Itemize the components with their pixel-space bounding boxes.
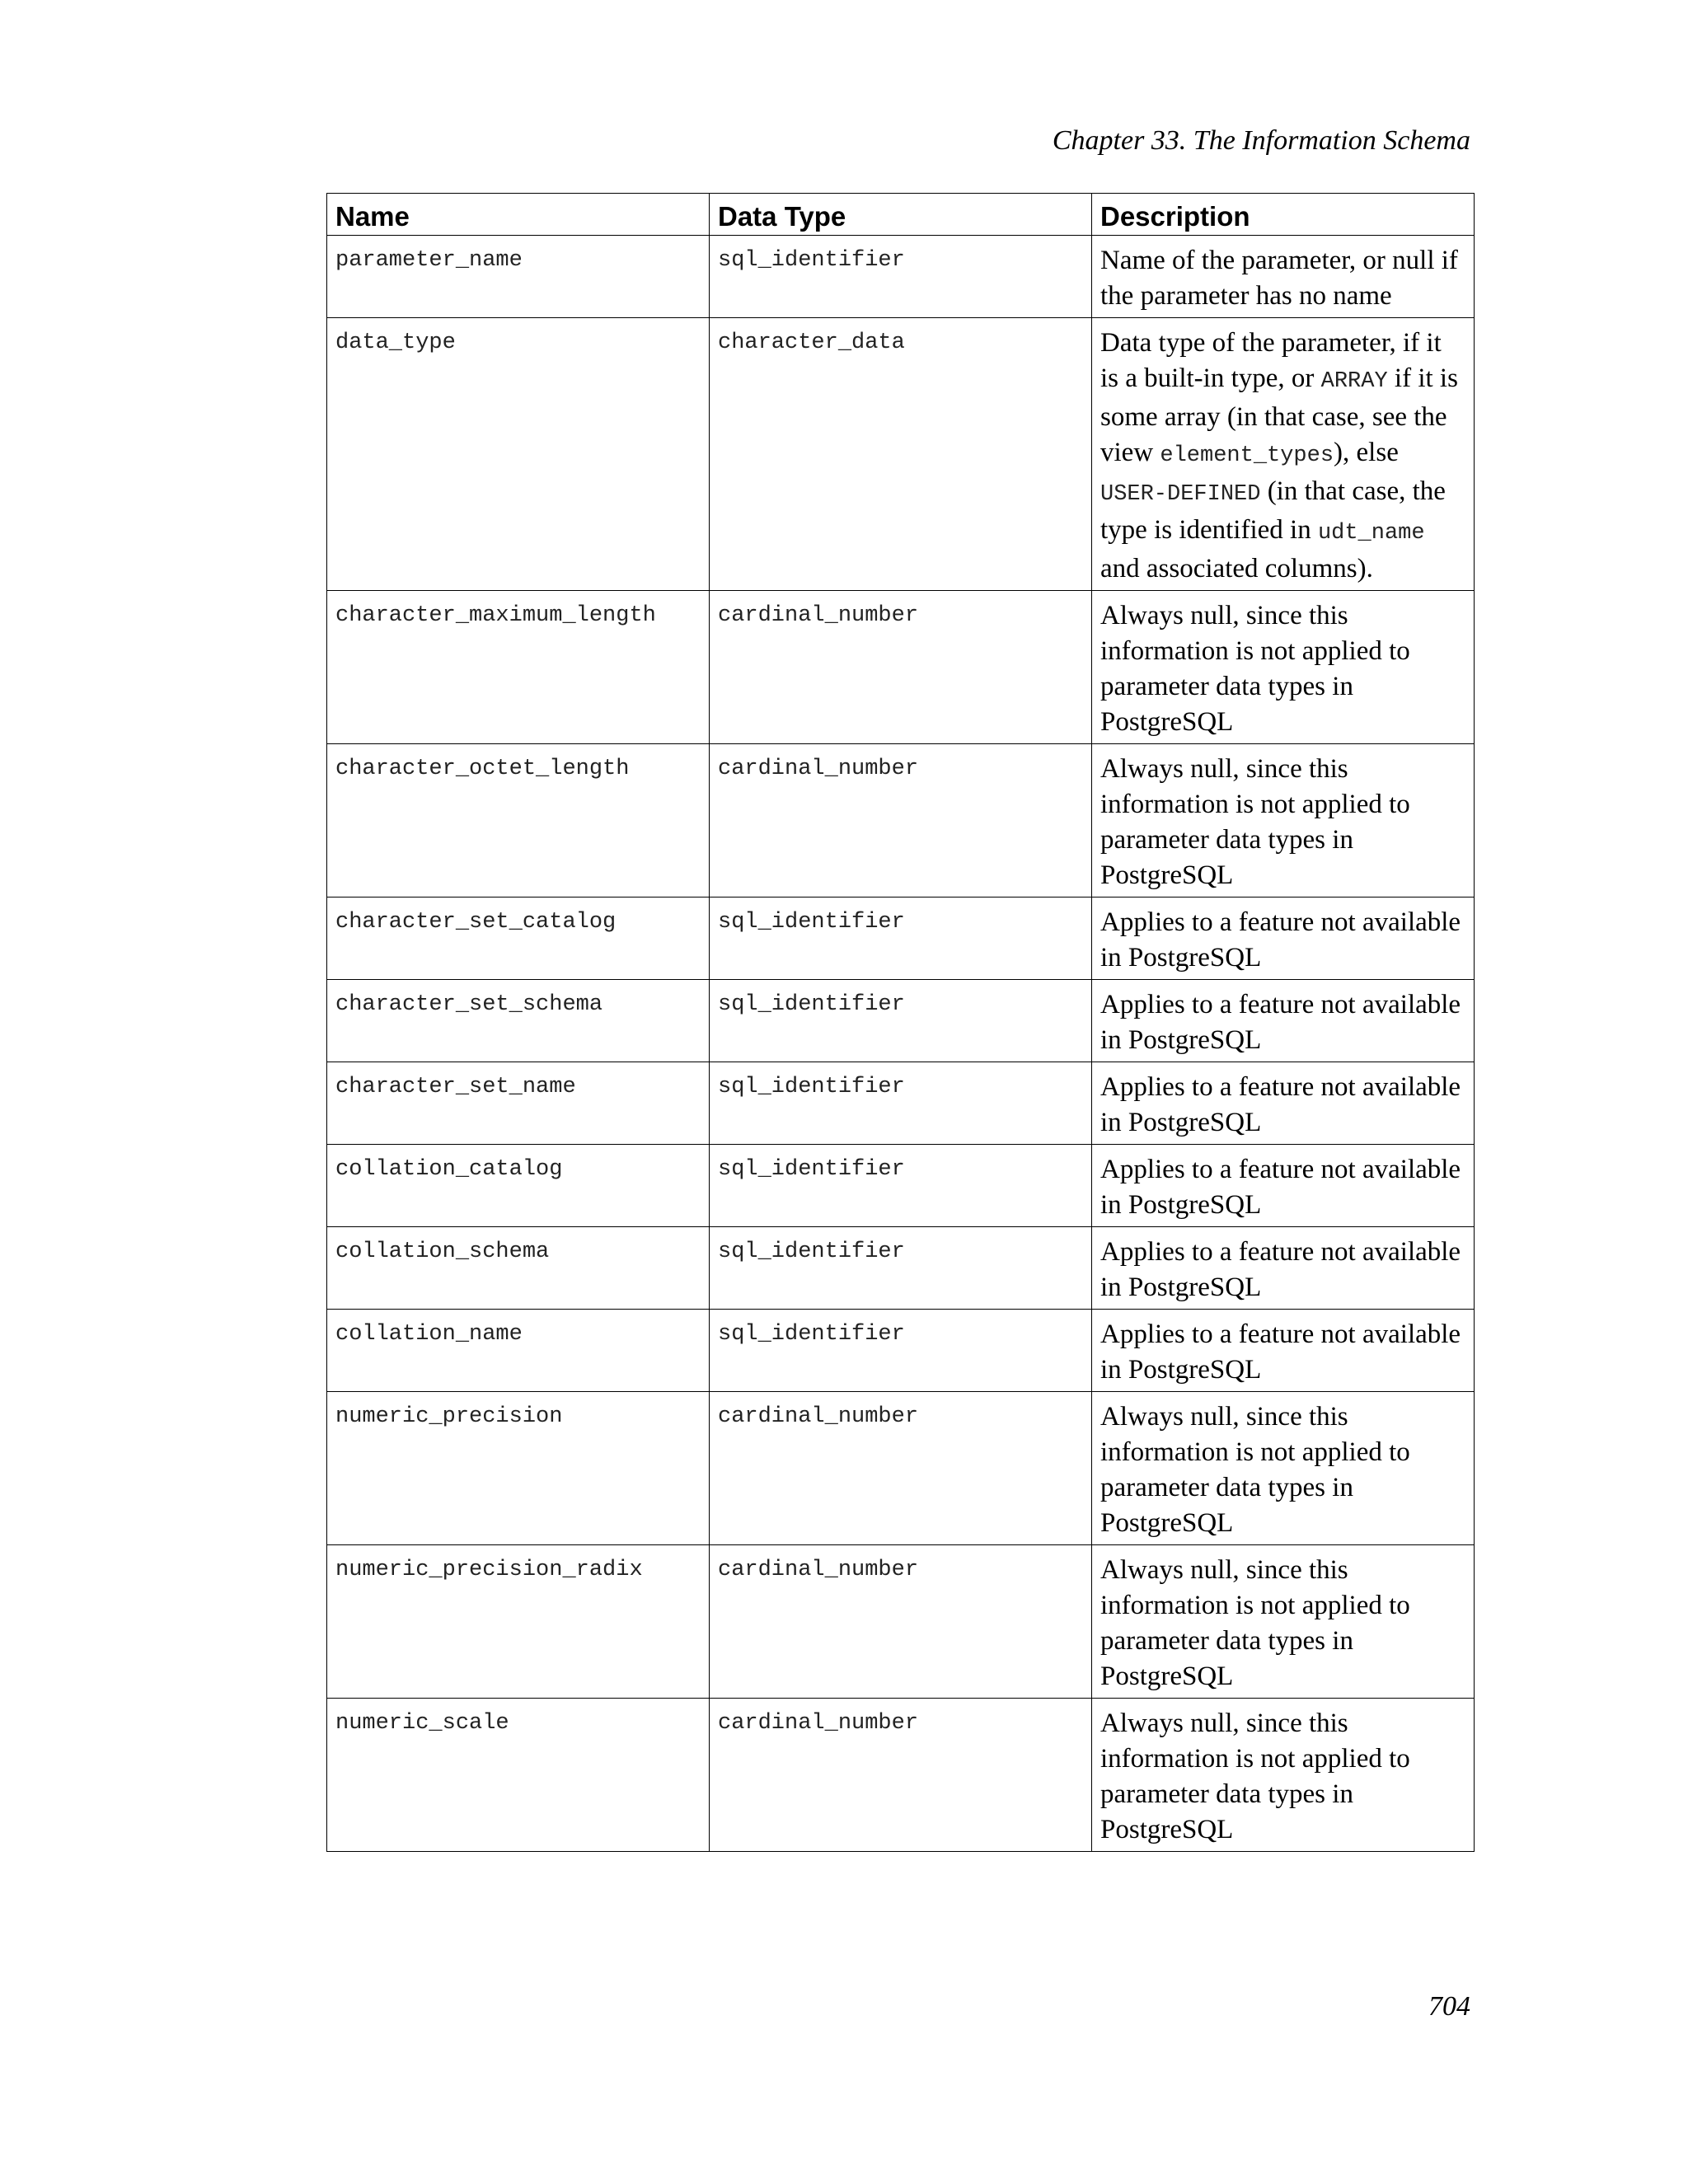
- cell-data-type: cardinal_number: [710, 1545, 1092, 1699]
- cell-name: collation_catalog: [327, 1145, 710, 1227]
- running-header: Chapter 33. The Information Schema: [1052, 125, 1470, 156]
- cell-description: [1092, 1310, 1475, 1392]
- description-text: and associated columns).: [1100, 554, 1373, 583]
- table-row: [327, 744, 1475, 898]
- cell-name: data_type: [327, 318, 710, 591]
- description-text: ), else: [1334, 438, 1399, 467]
- cell-name: collation_schema: [327, 1227, 710, 1310]
- column-header-name: Name: [327, 194, 710, 236]
- table-row: [327, 1062, 1475, 1145]
- page-number: 704: [1428, 1991, 1470, 2022]
- inline-code: element_types: [1160, 443, 1334, 468]
- cell-name: numeric_scale: [327, 1699, 710, 1852]
- cell-data-type: cardinal_number: [710, 744, 1092, 898]
- cell-data-type: sql_identifier: [710, 1227, 1092, 1310]
- table-row: [327, 318, 1475, 591]
- column-header-description: Description: [1092, 194, 1475, 236]
- column-header-data-type: Data Type: [710, 194, 1092, 236]
- description-text: Applies to a feature not available in PostgreSQL: [1100, 1155, 1461, 1220]
- cell-data-type: sql_identifier: [710, 236, 1092, 318]
- cell-name: character_set_catalog: [327, 898, 710, 980]
- description-text: Always null, since this information is not applied to parameter data types in PostgreSQL: [1100, 1708, 1410, 1844]
- cell-data-type: sql_identifier: [710, 1145, 1092, 1227]
- inline-code: udt_name: [1317, 521, 1425, 546]
- columns-table: [326, 193, 1475, 1852]
- cell-description: [1092, 1392, 1475, 1545]
- description-text: Always null, since this information is not applied to parameter data types in PostgreSQL: [1100, 601, 1410, 737]
- description-text: Applies to a feature not available in PostgreSQL: [1100, 1072, 1461, 1137]
- cell-description: [1092, 1227, 1475, 1310]
- cell-data-type: sql_identifier: [710, 898, 1092, 980]
- description-text: Always null, since this information is not applied to parameter data types in PostgreSQL: [1100, 754, 1410, 890]
- cell-data-type: cardinal_number: [710, 591, 1092, 744]
- table-row: [327, 1227, 1475, 1310]
- cell-name: parameter_name: [327, 236, 710, 318]
- description-text: (in that case, the type is identified in: [1100, 476, 1446, 545]
- cell-name: numeric_precision_radix: [327, 1545, 710, 1699]
- inline-code: ARRAY: [1320, 369, 1388, 394]
- table-body: [327, 236, 1475, 1852]
- table-row: [327, 591, 1475, 744]
- cell-description: [1092, 591, 1475, 744]
- cell-description: [1092, 236, 1475, 318]
- table-row: [327, 1310, 1475, 1392]
- cell-name: numeric_precision: [327, 1392, 710, 1545]
- cell-name: character_set_name: [327, 1062, 710, 1145]
- cell-data-type: sql_identifier: [710, 1310, 1092, 1392]
- cell-description: [1092, 1545, 1475, 1699]
- cell-name: character_maximum_length: [327, 591, 710, 744]
- description-text: Name of the parameter, or null if the parameter has no name: [1100, 246, 1458, 311]
- cell-name: character_set_schema: [327, 980, 710, 1062]
- description-text: Always null, since this information is not applied to parameter data types in PostgreSQL: [1100, 1555, 1410, 1691]
- description-text: Data type of the parameter, if it is a built-in type, or: [1100, 328, 1442, 393]
- cell-data-type: sql_identifier: [710, 980, 1092, 1062]
- table-row: [327, 898, 1475, 980]
- table-header: [327, 194, 1475, 236]
- description-text: Applies to a feature not available in PostgreSQL: [1100, 1319, 1461, 1385]
- header-row: [327, 194, 1475, 236]
- table-row: [327, 1145, 1475, 1227]
- description-text: Applies to a feature not available in PostgreSQL: [1100, 907, 1461, 972]
- description-text: Always null, since this information is not applied to parameter data types in PostgreSQL: [1100, 1402, 1410, 1538]
- cell-data-type: cardinal_number: [710, 1699, 1092, 1852]
- description-text: Applies to a feature not available in PostgreSQL: [1100, 990, 1461, 1055]
- cell-description: [1092, 318, 1475, 591]
- cell-description: [1092, 1699, 1475, 1852]
- cell-description: [1092, 744, 1475, 898]
- table-row: [327, 980, 1475, 1062]
- description-text: if it is some array (in that case, see the view: [1100, 363, 1458, 467]
- cell-data-type: sql_identifier: [710, 1062, 1092, 1145]
- cell-name: character_octet_length: [327, 744, 710, 898]
- table-row: [327, 236, 1475, 318]
- cell-description: [1092, 1062, 1475, 1145]
- inline-code: USER-DEFINED: [1100, 482, 1261, 507]
- table-row: [327, 1392, 1475, 1545]
- table-row: [327, 1699, 1475, 1852]
- cell-name: collation_name: [327, 1310, 710, 1392]
- cell-data-type: cardinal_number: [710, 1392, 1092, 1545]
- cell-description: [1092, 898, 1475, 980]
- table-row: [327, 1545, 1475, 1699]
- cell-description: [1092, 1145, 1475, 1227]
- description-text: Applies to a feature not available in PostgreSQL: [1100, 1237, 1461, 1302]
- cell-data-type: character_data: [710, 318, 1092, 591]
- cell-description: [1092, 980, 1475, 1062]
